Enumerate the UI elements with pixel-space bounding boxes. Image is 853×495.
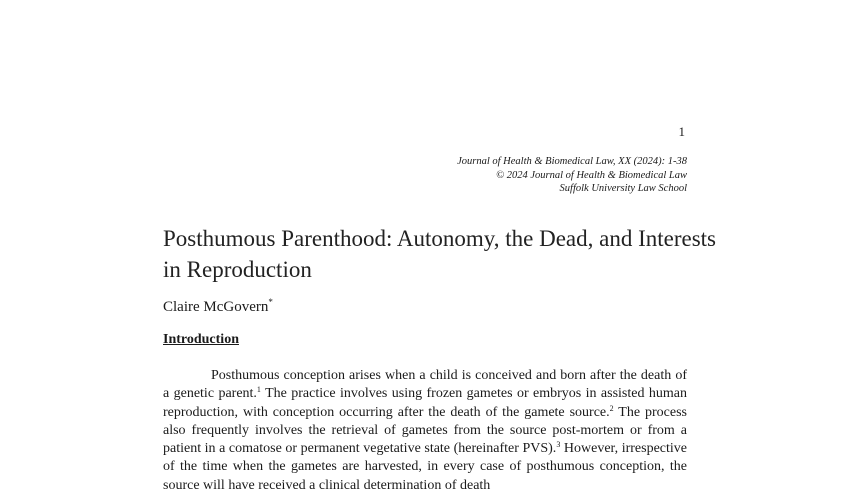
footnote-ref-3: 3 — [556, 440, 561, 450]
body-paragraph — [163, 367, 687, 495]
sentence-2: The practice involves using frozen gametes or embryos in assisted human reproduction, with conception occurring after the death of the gamete source. — [163, 386, 687, 420]
footnote-ref-2: 2 — [609, 403, 614, 413]
author-line — [163, 297, 273, 316]
author-name: Claire McGovern — [163, 299, 269, 315]
sentence-3: The process also frequently involves the retrieval of gametes from the source post-mortem or from a patient in a comatose or permanent vegetative state (hereinafter PVS). — [163, 404, 687, 457]
section-heading: Introduction — [163, 332, 239, 347]
author-footnote-marker: * — [268, 297, 273, 307]
sentence-4: However, irrespective of the time when the gametes are harvested, in every case of posthumous conception, the source will have received a clinical determination of death — [163, 441, 688, 493]
journal-citation: Journal of Health & Biomedical Law, XX (2024): 1-38 — [457, 156, 687, 167]
journal-school: Suffolk University Law School — [559, 183, 687, 194]
page-number: 1 — [678, 124, 685, 139]
footnote-ref-1: 1 — [256, 385, 261, 395]
journal-copyright: © 2024 Journal of Health & Biomedical Law — [496, 169, 687, 181]
journal-header — [457, 155, 687, 196]
article-title: Posthumous Parenthood: Autonomy, the Dead, and Interests in Reproduction — [163, 226, 716, 282]
sentence-1: Posthumous conception arises when a child is conceived and born after the death of a genetic parent. — [163, 368, 687, 402]
